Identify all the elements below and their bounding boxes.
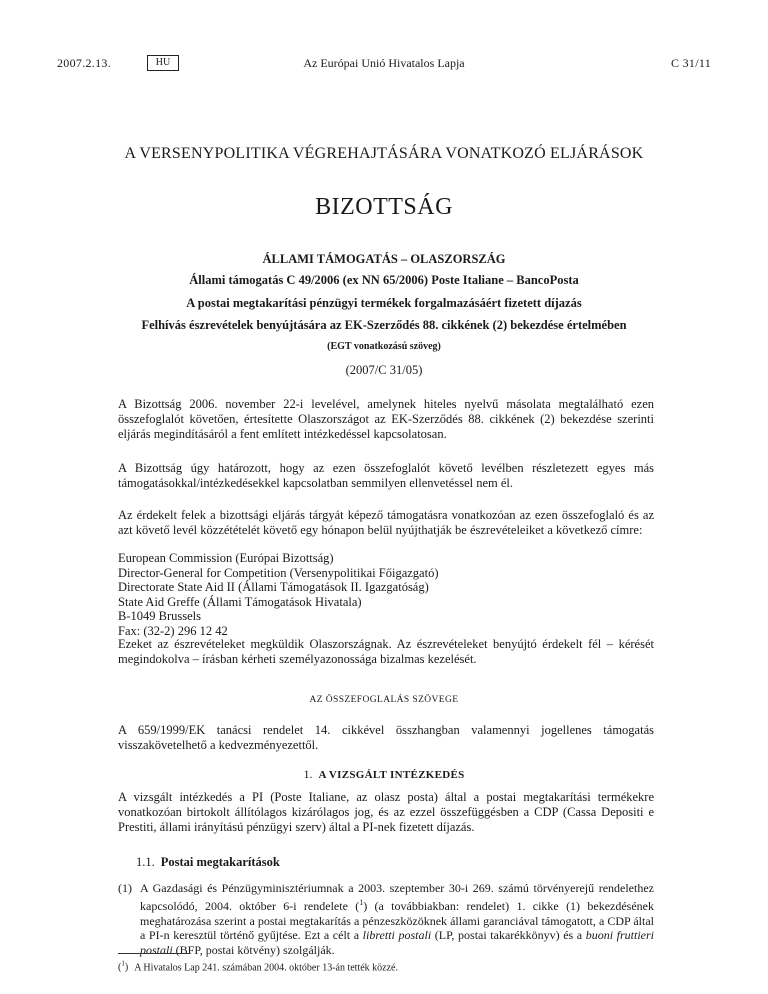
footnote-number: 1 (121, 960, 125, 968)
item-text-part: ) (a továbbiakban: rendelet) 1. cikke (1) bekezdésének meghatározása szerint a postai megtakarítás a pénzeszközöknek állami garanciával támogatott, a CDP által a PI-n keresztül történő gyűjtése. Ezt a célt a (140, 898, 655, 943)
numbered-item-1 (118, 881, 654, 958)
paragraph-notification: A Bizottság 2006. november 22-i levelével, amelynek hiteles nyelvű másolata megtalálható ezen összefoglalót követően, értesítette Olaszországot az EK-Szerződés 88. cikkének (2) bekezdése szerinti eljárás megindításáról a fent említett intézkedéssel kapcsolatosan. (118, 397, 654, 441)
footnote-text: A Hivatalos Lap 241. számában 2004. október 13-án tették közzé. (134, 962, 398, 974)
title-line-1: ÁLLAMI TÁMOGATÁS – OLASZORSZÁG (262, 252, 506, 266)
title-line-4: Felhívás észrevételek benyújtására az EK-Szerződés 88. cikkének (2) bekezdése értelmében (141, 318, 627, 332)
item-italic-term: libretti postali (362, 928, 432, 943)
subsection-title-text: Postai megtakarítások (160, 855, 280, 869)
paragraph-recovery: A 659/1999/EK tanácsi rendelet 14. cikkével összhangban valamennyi jogellenes támogatás visszakövetelhető a kedvezményezettől. (118, 723, 654, 752)
document-reference: (2007/C 31/05) (345, 363, 423, 377)
address-line: European Commission (Európai Bizottság) (118, 551, 334, 565)
language-badge: HU (147, 55, 179, 71)
paragraph-confidentiality: Ezeket az észrevételeket megküldik Olaszországnak. Az észrevételeket benyújtó érdekelt fél – kérését megindokolva – írásban kérheti személyazonossága bizalmas kezelését. (118, 637, 654, 666)
address-block (118, 551, 438, 639)
item-text-part: (LP, postai takarékkönyv) és a (431, 928, 586, 943)
address-line: Directorate State Aid II (Állami Támogatások II. Igazgatóság) (118, 580, 429, 595)
item-text (140, 881, 654, 958)
title-line-2: Állami támogatás C 49/2006 (ex NN 65/2006) Poste Italiane – BancoPosta (189, 273, 579, 287)
paragraph-measure: A vizsgált intézkedés a PI (Poste Italiane, az olasz posta) által a postai megtakarítási termékekre vonatkozóan birtokolt állítólagos kizárólagos jog, és az ezzel összefüggésben a CDP (Cassa Depositi e Prestiti, állami irányítású pénzügyi szerv) által a PI-nek fizetett díjazás. (118, 790, 654, 834)
item-label: (1) (118, 881, 132, 895)
paragraph-no-objection: A Bizottság úgy határozott, hogy az ezen összefoglalót követő levélben részletezett egyes más támogatásokkal/intézkedésekkel kapcsolatban semmilyen ellenvetéssel nem él. (118, 461, 654, 490)
address-line: Director-General for Competition (Versenypolitikai Főigazgató) (118, 565, 439, 580)
paragraph-comments: Az érdekelt felek a bizottsági eljárás tárgyát képező támogatásra vonatkozóan az ezen összefoglaló és az azt követő levél közzétételét követő egy hónapon belül nyújthatják be észrevételeiket a következő címre: (118, 508, 654, 537)
page-header (57, 56, 711, 76)
address-line: B-1049 Brussels (118, 609, 201, 624)
footnote-label: ($^1$) (118, 960, 129, 974)
section-title-text: A VIZSGÁLT INTÉZKEDÉS (318, 769, 465, 781)
title-line-3: A postai megtakarítási pénzügyi termékek forgalmazásáért fizetett díjazás (186, 296, 582, 310)
section-title: A VERSENYPOLITIKA VÉGREHAJTÁSÁRA VONATKOZÓ ELJÁRÁSOK (124, 145, 644, 162)
summary-heading: AZ ÖSSZEFOGLALÁS SZÖVEGE (309, 695, 459, 705)
publication-date: 2007.2.13. (57, 56, 111, 70)
footnote (118, 960, 398, 973)
item-text-part: A Gazdasági és Pénzügyminisztériumnak a 2003. szeptember 30-i 269. számú törvényerejű rendelethez kapcsolódó, 2004. október 6-i rendelete ( (140, 881, 654, 913)
section-number: 1. (303, 767, 313, 781)
institution-heading: BIZOTTSÁG (315, 194, 453, 220)
subsection-1-1-heading (136, 855, 280, 870)
eea-relevance: (EGT vonatkozású szöveg) (327, 341, 441, 352)
journal-title: Az Európai Unió Hivatalos Lapja (303, 56, 465, 70)
footnote-ref[interactable]: 1 (359, 897, 364, 907)
subsection-number: 1.1. (136, 855, 155, 869)
footnote-divider (118, 953, 190, 954)
section-1-heading (0, 767, 768, 782)
page-reference: C 31/11 (671, 56, 711, 70)
item-text-part: (BFP, postai kötvény) szolgálják. (172, 943, 335, 958)
address-line: State Aid Greffe (Állami Támogatások Hivatala) (118, 594, 362, 609)
item-italic-term: buoni fruttieri postali (140, 928, 654, 958)
address-line: Fax: (32-2) 296 12 42 (118, 623, 228, 638)
